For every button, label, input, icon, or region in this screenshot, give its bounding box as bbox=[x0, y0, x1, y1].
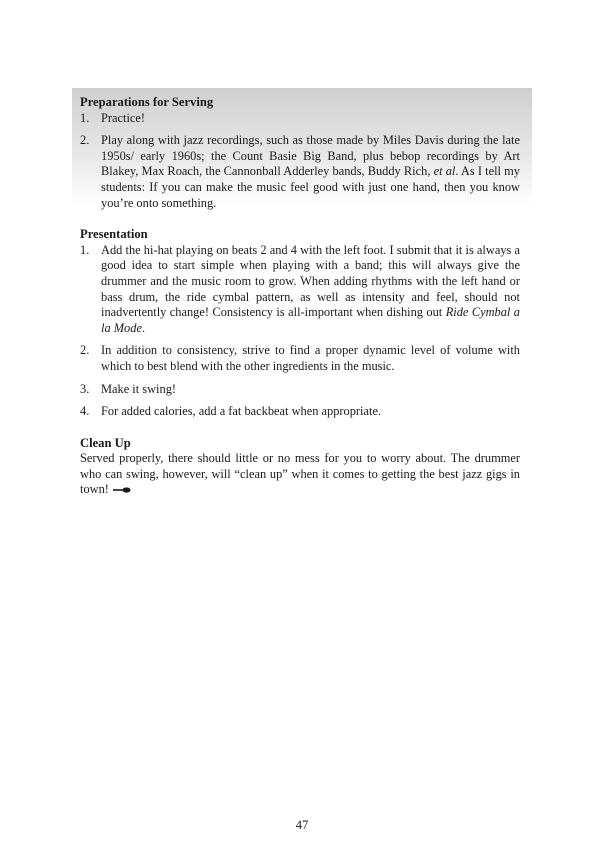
item-number: 1. bbox=[80, 110, 90, 125]
preparations-heading: Preparations for Serving bbox=[80, 95, 214, 109]
presentation-heading: Presentation bbox=[80, 227, 148, 242]
recipe-content bbox=[80, 95, 520, 498]
presentation-section bbox=[80, 227, 520, 420]
cleanup-text: Served properly, there should little or no mess for you to worry about. The drummer who can swing, however, will “clean up” when it comes to getting the best jazz gigs in town! bbox=[80, 451, 520, 497]
spoon-icon bbox=[113, 483, 131, 499]
item-text: For added calories, add a fat backbeat when appropriate. bbox=[101, 404, 382, 419]
item-text-part: . bbox=[141, 320, 146, 335]
presentation-list bbox=[80, 243, 520, 420]
list-item bbox=[80, 243, 520, 337]
item-text bbox=[101, 243, 520, 337]
item-number: 2. bbox=[80, 343, 90, 358]
item-text bbox=[101, 133, 520, 211]
preparations-section bbox=[80, 95, 520, 211]
item-number: 3. bbox=[80, 381, 90, 396]
list-item bbox=[80, 133, 520, 211]
italic-term: et al bbox=[433, 164, 456, 179]
list-item bbox=[80, 404, 520, 420]
item-text: Practice! bbox=[101, 110, 146, 125]
cleanup-paragraph bbox=[80, 451, 520, 498]
italic-term: Ride Cymbal a la Mode bbox=[101, 305, 520, 335]
item-text-part: . As I tell my students: If you can make the music feel good with just one hand, then you know you’re onto something. bbox=[101, 164, 520, 210]
item-number: 2. bbox=[80, 133, 90, 148]
preparations-list bbox=[80, 111, 520, 212]
cleanup-section bbox=[80, 436, 520, 499]
cleanup-heading: Clean Up bbox=[80, 435, 131, 450]
list-item bbox=[80, 343, 520, 374]
list-item bbox=[80, 382, 520, 398]
item-number: 1. bbox=[80, 242, 90, 257]
item-text-part: Play along with jazz recordings, such as those made by Miles Davis during the late 1950s/ early 1960s; the Count Basie Big Band, plus bebop recordings by Art Blakey, Max Roach, the Cannonball Adderley bands, Buddy Rich, bbox=[101, 133, 520, 179]
list-item bbox=[80, 111, 520, 127]
item-text: Make it swing! bbox=[101, 381, 177, 396]
page-number: 47 bbox=[295, 818, 309, 832]
item-text: In addition to consistency, strive to find a proper dynamic level of volume with which to best blend with the other ingredients in the music. bbox=[101, 343, 520, 373]
item-text-part: Add the hi-hat playing on beats 2 and 4 with the left foot. I submit that it is always a good idea to start simple when playing with a band; this will always give the drummer and the music room to grow. When adding rhythms with the left hand or bass drum, the ride cymbal pattern, as well as intensity and feel, should not inadvertently change! Consistency is all-important when dishing out bbox=[101, 242, 520, 320]
item-number: 4. bbox=[80, 404, 90, 419]
